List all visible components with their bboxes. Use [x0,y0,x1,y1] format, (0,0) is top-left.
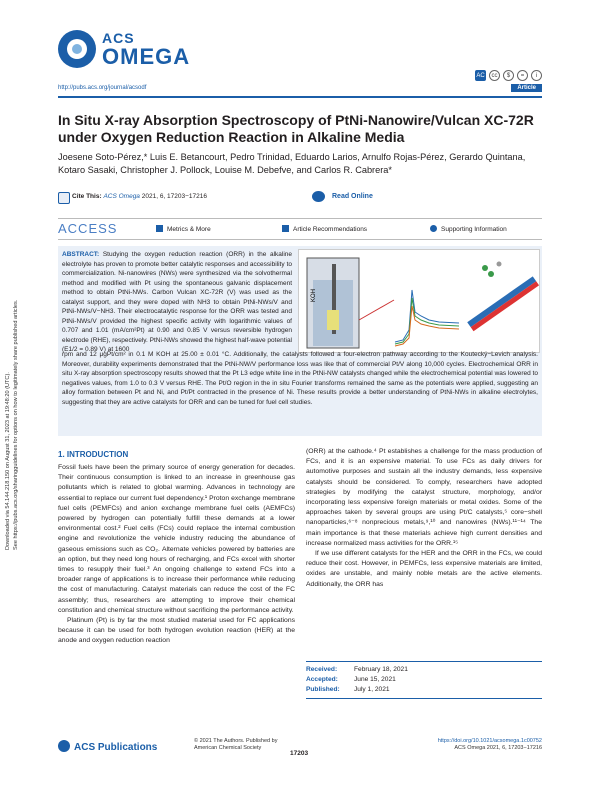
cite-ref: 2021, 6, 17203−17216 [141,193,207,200]
noncommercial-icon[interactable]: $ [503,70,514,81]
article-type-badge: Article [511,84,542,92]
read-online-icon [312,191,325,202]
paragraph: (ORR) at the cathode.⁴ Pt establishes a challenge for the mass production of FCs, and it is an expensive material. To use FCs as daily drivers for automotive purposes and sustain all the industry demands, less expensive catalysts should be considered. To comply, researchers have adopted strategies by modifying the catalyst structure, morphology, and/or incorporating less expensive foreign materials or metal oxides. Some of the approaches taken by several groups are using Pt/C catalysts,⁵ core−shell nanoparticles,⁶⁻⁸ nonprecious metals,⁹,¹⁰ and nanowires (NWs).¹¹⁻¹⁴ The main importance is that these materials achieve high current densities and increase normalized mass activities for the ORR.¹⁵ [306,448,542,547]
author-list[interactable]: Joesene Soto-Pérez,* Luis E. Betancourt, Pedro Trinidad, Eduardo Larios, Arnulfo Rojas-Pérez, Gerardo Quintana, Kotaro Sasaki, Christopher J. Pollock, Louise M. Debefve, and Carlos R. Cabrera* [58,152,526,175]
acs-authorchoice-icon[interactable]: AC [475,70,486,81]
date-label: Accepted: [306,676,338,683]
recommendations-label: Article Recommendations [293,226,368,233]
read-online-button[interactable] [312,190,373,204]
copyright-line1: © 2021 The Authors. Published by [194,738,278,744]
koh-label: KOH [311,288,317,302]
right-column [306,447,542,590]
omega-logo-icon [58,30,96,68]
date-label: Received: [306,666,338,673]
acs-omega-logo[interactable] [58,28,198,74]
read-online-label: Read Online [332,193,373,200]
info-icon [430,225,437,232]
nanowire-core [467,276,536,327]
copyright-line2: American Chemical Society [194,745,262,751]
date-accepted [306,675,542,685]
oxygen-molecule [488,271,494,277]
date-value: February 18, 2021 [354,666,408,673]
nanowire-shell [471,281,539,331]
no-derivatives-icon[interactable]: = [517,70,528,81]
section-heading: 1. INTRODUCTION [58,450,129,459]
logo-omega-text: OMEGA [102,44,191,69]
abstract-text-bottom: rpm and 12 μgPt/cm² in 0.1 M KOH at 25.00 ± 0.01 °C. Additionally, the catalysts followed a four-electron pathway according to the Koutecký−Levich analysis. Moreover, durability experiments demonstrated that the PtNi-NW/V performance loss was like that of commercial Pt/V along 10,000 cycles. Electrochemical ORR in situ X-ray absorption spectroscopy results showed that the Pt L3 edge white line in the PtNi-NW catalysts changed while the electrochemical potential was lowered to negatives values, from 1.0 to 0.3 V versus RHE. The Pt/O region in the in situ Fourier transforms remained the same as the potentials were applied, suggesting an alloy formation between Pt and Ni, and Pt/Pt contracted in the presence of Ni. These results provide a better understanding of PtNi-NWs in alkaline electrolytes, suggesting that they are active catalysts for ORR and can be tuned for fuel cell studies. [62,351,538,406]
toc-graphic [298,249,540,353]
abstract-box [58,246,542,436]
doi-reference: ACS Omega 2021, 6, 17203−17216 [454,745,542,751]
license-icons[interactable] [475,70,542,81]
date-received [306,665,542,675]
abstract-label: ABSTRACT: [62,251,100,258]
cite-icon[interactable] [58,192,70,204]
attribution-icon[interactable]: i [531,70,542,81]
paragraph: Platinum (Pt) is by far the most studied material used for FC applications because it can be used for both hydrogen evolution reaction (HER) at the anode and oxygen reduction reaction [58,617,295,645]
left-column [58,463,295,647]
paragraph: Fossil fuels have been the primary source of energy generation for decades. Their continuous consumption is linked to an increase in greenhouse gas pollutants which is related to global warming. Advances in technology are essential to replace our current fuel dependency.¹ Proton exchange membrane fuel cells (PEMFCs) and anion exchange membrane fuel cells (AEMFCs) powered by hydrogen can potentially fulfill these demands at a lower environmental cost.² Fuel cells (FCs) could replace the internal combustion engine and revolutionize the vehicle industry reducing the abundance of gaseous emissions such as CO₂. Alternate vehicles powered by batteries are an option, but they need long hours of recharging, and FCs excel with shorter times to resupply their fuel.³ An ongoing challenge to extend FCs into a broader range of applications is to increase their performance while reducing the cost of manufacturing. Catalyst materials can reduce the cost of the FC assembly; thus, researchers are attempting to improve their chemical constitution and chemical structure without sacrificing the performance activity. [58,464,295,614]
acs-publications-logo[interactable] [58,740,157,753]
creative-commons-icon[interactable]: cc [489,70,500,81]
date-value: June 15, 2021 [354,676,396,683]
acs-publications-icon [58,740,70,752]
cite-journal: ACS Omega [103,193,140,200]
access-label: ACCESS [58,221,118,236]
doi-block [438,738,542,752]
metrics-label: Metrics & More [167,226,211,233]
document-icon [282,225,289,232]
publication-dates [306,661,542,699]
hydrogen-atom [497,262,502,267]
download-notice [4,250,32,550]
abstract-text-top [62,250,292,355]
page-number: 17203 [290,750,309,757]
xas-spectrum-1 [395,290,459,342]
date-published [306,685,542,695]
date-value: July 1, 2021 [354,686,390,693]
date-label: Published: [306,686,340,693]
cite-label: Cite This: [72,193,102,200]
access-bar [58,218,542,240]
supporting-information-link[interactable] [430,225,507,233]
page-footer [58,736,542,766]
citation-text[interactable] [72,193,207,200]
doi-link[interactable]: https://doi.org/10.1021/acsomega.1c00752 [437,738,542,744]
journal-header-bar [58,84,542,98]
logo-acs-text: ACS [102,30,135,46]
oxygen-molecule [482,265,488,271]
paragraph: If we use different catalysts for the HER and the ORR in the FCs, we could reduce their cost. However, in PEMFCs, less expensive materials are limited, oxides are unstable, and mainly noble metals are the active elements. Additionally, the ORR has [306,550,542,588]
download-notice-line1: Downloaded via 54.144.218.150 on August 31, 2023 at 19:48:20 (UTC). [5,372,11,550]
supporting-label: Supporting Information [441,226,507,233]
article-title: In Situ X-ray Absorption Spectroscopy of PtNi-Nanowire/Vulcan XC-72R under Oxygen Reduction Reaction in Alkaline Media [58,112,534,145]
copyright-notice [194,738,277,752]
citation-row [58,190,544,206]
nanowire-model [467,276,539,331]
toc-graphic-svg [299,250,539,352]
article-recommendations-link[interactable] [282,225,367,233]
journal-url-link[interactable]: http://pubs.acs.org/journal/acsodf [58,85,147,91]
catalyst-area [327,310,339,330]
publisher-label: ACS Publications [74,742,158,753]
bar-chart-icon [156,225,163,232]
abstract-part1: Studying the oxygen reduction reaction (ORR) in the alkaline electrolyte has proven to promote better catalytic responses and accessibility to commercialization. Ni-nanowires (NWs) were synthesized via the solvothermal method and modified with Pt using the spontaneous galvanic displacement method to obtain PtNi-NWs. Carbon Vulcan XC-72R (V) was used as the catalyst support, and they were doped with NH3 to obtain PtNi-NWs/V and PtNi-NWs/V−NH3. Their electrocatalytic response for the ORR was tested and PtNi-NWs/V provided the highest specific activity with logarithmic values of 0.707 and 1.01 (mA/cm²Pt) at 0.90 and 0.85 V versus reversible hydrogen electrode (RHE), respectively. PtNi-NWs showed the highest half-wave potential (E1/2 = 0.89 V) at 1600 [62,251,293,353]
download-notice-line2[interactable]: See https://pubs.acs.org/sharingguidelines for options on how to legitimately share published articles. [13,299,19,550]
metrics-more-link[interactable] [156,225,211,233]
xray-beam [359,300,394,320]
